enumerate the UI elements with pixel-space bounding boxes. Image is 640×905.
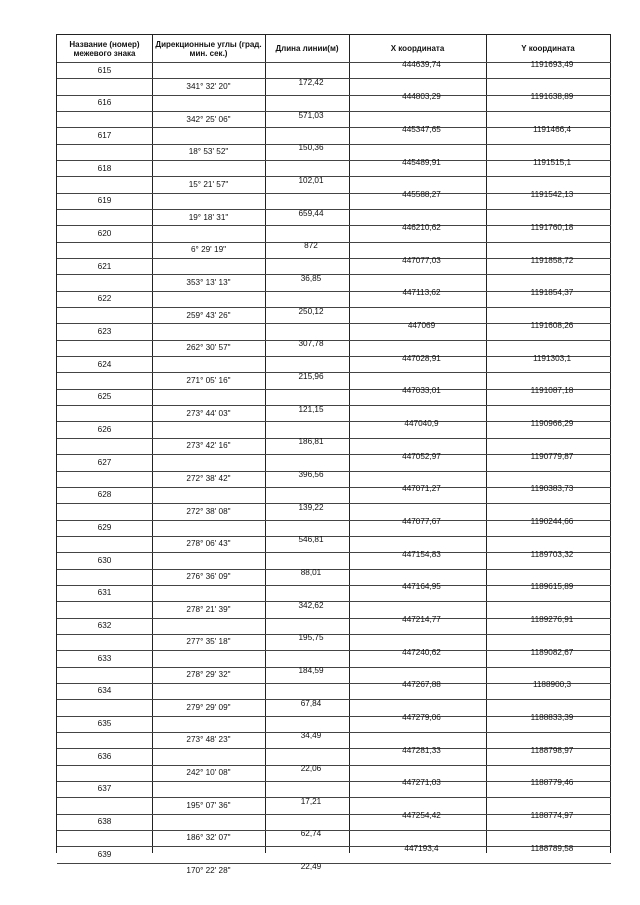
x-coordinate: 447279,06 — [402, 713, 441, 723]
direction-angle: 277° 35' 18" — [186, 637, 231, 647]
direction-angle: 342° 25' 06" — [186, 114, 231, 124]
y-coordinate: 1191515,1 — [532, 157, 572, 167]
y-coordinate: 1191542,13 — [530, 190, 574, 200]
point-name: 621 — [97, 261, 112, 271]
line-length: 17,21 — [300, 796, 322, 806]
direction-angle: 186° 32' 07" — [186, 833, 231, 843]
point-name: 625 — [97, 392, 112, 402]
x-coordinate: 446210,62 — [402, 222, 441, 232]
y-coordinate: 1189276,91 — [530, 615, 574, 625]
x-coordinate: 447267,88 — [402, 680, 441, 690]
direction-angle: 170° 22' 28" — [186, 866, 231, 876]
line-length: 121,15 — [298, 404, 324, 414]
x-coordinate: 447052,97 — [402, 451, 441, 461]
direction-angle: 279° 29' 09" — [186, 702, 231, 712]
x-coordinate: 445347,65 — [402, 124, 441, 134]
y-coordinate: 1190244,66 — [530, 517, 574, 527]
direction-angle: 273° 44' 03" — [186, 408, 231, 418]
line-length: 250,12 — [298, 306, 324, 316]
direction-angle: 15° 21' 57" — [188, 179, 229, 189]
point-name: 632 — [97, 621, 112, 631]
y-coordinate: 1191608,26 — [530, 320, 574, 330]
x-coordinate: 447071,27 — [402, 484, 441, 494]
direction-angle: 271° 05' 16" — [186, 375, 231, 385]
line-length: 186,81 — [298, 437, 324, 447]
point-name: 626 — [97, 424, 112, 434]
x-coordinate: 447254,42 — [402, 811, 441, 821]
point-name: 639 — [97, 849, 112, 859]
direction-angle: 195° 07' 36" — [186, 800, 231, 810]
direction-angle: 273° 48' 23" — [186, 735, 231, 745]
point-name: 622 — [97, 294, 112, 304]
point-name: 615 — [97, 65, 112, 75]
y-coordinate: 1188789,58 — [530, 843, 574, 853]
point-name: 633 — [97, 653, 112, 663]
y-coordinate: 1190779,87 — [530, 451, 574, 461]
point-name: 619 — [97, 196, 112, 206]
direction-angle: 278° 06' 43" — [186, 539, 231, 549]
direction-angle: 18° 53' 52" — [188, 147, 229, 157]
y-coordinate: 1191303,1 — [532, 353, 572, 363]
line-length: 102,01 — [298, 175, 324, 185]
line-length: 546,81 — [298, 535, 324, 545]
x-coordinate: 447028,91 — [402, 353, 441, 363]
line-length: 659,44 — [298, 208, 324, 218]
direction-angle: 19° 18' 31" — [188, 212, 229, 222]
point-name: 630 — [97, 555, 112, 565]
line-length: 195,75 — [298, 633, 324, 643]
direction-angle: 341° 32' 20" — [186, 81, 231, 91]
line-length: 22,49 — [300, 862, 322, 872]
point-name: 624 — [97, 359, 112, 369]
y-coordinate: 1191854,37 — [530, 288, 574, 298]
x-coordinate: 447033,01 — [402, 386, 441, 396]
point-name: 636 — [97, 751, 112, 761]
direction-angle: 272° 38' 08" — [186, 506, 231, 516]
point-name: 618 — [97, 163, 112, 173]
point-name: 634 — [97, 686, 112, 696]
line-length: 307,78 — [298, 339, 324, 349]
x-coordinate: 444803,29 — [402, 92, 441, 102]
y-coordinate: 1191466,4 — [532, 124, 572, 134]
x-coordinate: 447077,03 — [402, 255, 441, 265]
direction-angle: 276° 36' 09" — [186, 572, 231, 582]
direction-angle: 278° 21' 39" — [186, 604, 231, 614]
x-coordinate: 447240,62 — [402, 647, 441, 657]
point-name: 631 — [97, 588, 112, 598]
point-name: 627 — [97, 457, 112, 467]
line-length: 342,62 — [298, 600, 324, 610]
line-length: 184,59 — [298, 666, 324, 676]
line-length: 571,03 — [298, 110, 324, 120]
point-name: 635 — [97, 719, 112, 729]
direction-angle: 272° 38' 42" — [186, 474, 231, 483]
direction-angle: 6° 29' 19" — [190, 245, 227, 255]
x-coordinate: 447271,03 — [402, 778, 441, 788]
x-coordinate: 447069 — [407, 320, 436, 330]
direction-angle: 278° 29' 32" — [186, 670, 231, 680]
y-coordinate: 1191760,18 — [530, 222, 574, 232]
line-length: 62,74 — [300, 829, 322, 839]
y-coordinate: 1191858,72 — [530, 255, 574, 265]
y-coordinate: 1190383,73 — [530, 484, 574, 494]
line-length: 150,36 — [298, 143, 324, 153]
y-coordinate: 1191087,18 — [530, 386, 574, 396]
y-coordinate: 1189703,32 — [530, 549, 574, 559]
header-angle: Дирекционные углы (град. мин. сек.) — [155, 39, 262, 58]
direction-angle: 262° 30' 57" — [186, 343, 231, 353]
coordinates-table — [56, 34, 611, 876]
x-coordinate: 447154,83 — [402, 549, 441, 559]
direction-angle: 353° 13' 13" — [186, 277, 231, 287]
header-name: Название (номер) межевого знака — [69, 39, 140, 58]
y-coordinate: 1188798,97 — [530, 745, 574, 755]
line-length: 36,85 — [300, 273, 322, 283]
x-coordinate: 445588,27 — [402, 190, 441, 200]
y-coordinate: 1188900,3 — [532, 680, 572, 690]
point-name: 623 — [97, 326, 112, 336]
x-coordinate: 447040,9 — [404, 418, 439, 428]
direction-angle: 242° 10' 08" — [186, 768, 231, 778]
y-coordinate: 1191638,89 — [530, 92, 574, 102]
direction-angle: 273° 42' 16" — [186, 441, 231, 451]
x-coordinate: 447281,33 — [402, 745, 441, 755]
line-length: 139,22 — [298, 502, 324, 512]
line-length: 88,01 — [300, 568, 322, 578]
y-coordinate: 1188774,97 — [530, 811, 574, 821]
y-coordinate: 1190966,29 — [530, 418, 574, 428]
y-coordinate: 1191693,49 — [530, 59, 574, 69]
x-coordinate: 447164,95 — [402, 582, 441, 592]
header-y: Y координата — [521, 44, 575, 53]
line-length: 67,84 — [300, 698, 322, 708]
point-name: 638 — [97, 817, 112, 827]
line-length: 872 — [304, 241, 318, 251]
x-coordinate: 445489,91 — [402, 157, 441, 167]
x-coordinate: 444639,74 — [402, 59, 441, 69]
y-coordinate: 1189082,67 — [530, 647, 574, 657]
x-coordinate: 447214,77 — [402, 615, 441, 625]
point-name: 628 — [97, 490, 112, 500]
point-name: 620 — [97, 228, 112, 238]
x-coordinate: 447113,62 — [402, 288, 441, 298]
header-length: Длина линии(м) — [275, 44, 339, 53]
line-length: 172,42 — [298, 77, 324, 87]
direction-angle: 259° 43' 26" — [186, 310, 231, 320]
point-name: 629 — [97, 523, 112, 533]
x-coordinate: 447077,67 — [402, 517, 441, 527]
y-coordinate: 1188779,46 — [530, 778, 574, 788]
line-length: 215,96 — [298, 371, 324, 381]
line-length: 34,49 — [300, 731, 322, 741]
y-coordinate: 1188833,39 — [530, 713, 574, 723]
point-name: 616 — [97, 98, 112, 108]
y-coordinate: 1189615,89 — [530, 582, 574, 592]
line-length: 396,56 — [298, 470, 324, 479]
header-x: X координата — [390, 44, 445, 53]
line-length: 22,06 — [300, 764, 322, 774]
point-name: 637 — [97, 784, 112, 794]
x-coordinate: 447193,4 — [404, 843, 439, 853]
point-name: 617 — [97, 130, 112, 140]
